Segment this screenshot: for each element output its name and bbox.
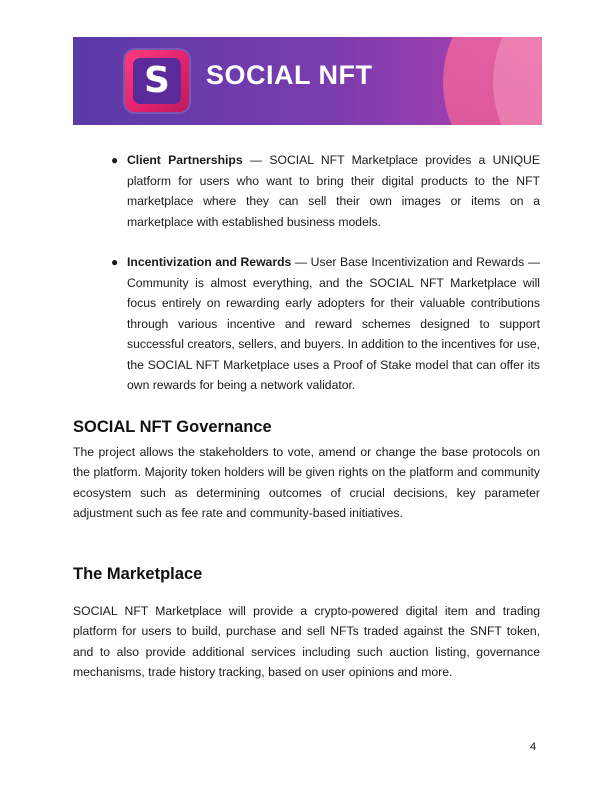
list-item-text: — SOCIAL NFT Marketplace provides a UNIQUE platform for users who want to bring their digital products to the NFT marketplace where they can sell their own images or items on a marketplace with established business models. — [127, 153, 540, 229]
list-item — [73, 252, 540, 396]
brand-name: SOCIAL NFT — [206, 60, 373, 90]
list-item-title: Client Partnerships — [127, 153, 243, 167]
bullet-icon: ● — [111, 255, 119, 269]
header-banner — [73, 37, 542, 125]
social-nft-logo-icon — [125, 50, 189, 112]
bullet-icon: ● — [111, 153, 119, 167]
list-item-title: Incentivization and Rewards — [127, 255, 292, 269]
page-number: 4 — [530, 741, 537, 753]
feature-list — [73, 150, 540, 396]
marketplace-paragraph: SOCIAL NFT Marketplace will provide a crypto-powered digital item and trading platform for users to build, purchase and sell NFTs traded against the SNFT token, and to also provide additional services including such auction listing, governance mechanisms, trade history tracking, based on user opinions and more. — [73, 603, 540, 679]
document-body — [73, 150, 540, 683]
list-item-text: — User Base Incentivization and Rewards — Community is almost everything, and the SOCIAL NFT Marketplace will focus entirely on rewarding early adopters for their valuable contributions through various incentive and reward schemes designed to support successful creators, sellers, and buyers. In addition to the incentives for use, the SOCIAL NFT Marketplace uses a Proof of Stake model that can offer its own rewards for being a network validator. — [127, 255, 541, 392]
decorative-arc-light — [493, 37, 542, 125]
logo-letter: S — [144, 60, 170, 101]
marketplace-heading: The Marketplace — [73, 564, 203, 583]
list-item — [73, 150, 540, 232]
governance-heading: SOCIAL NFT Governance — [73, 417, 272, 436]
governance-paragraph: The project allows the stakeholders to vote, amend or change the base protocols on the platform. Majority token holders will be given rights on the platform and community ecosystem such as determining outcomes of crucial decisions, key parameter adjustment such as fee rate and community-based initiatives. — [73, 444, 540, 520]
